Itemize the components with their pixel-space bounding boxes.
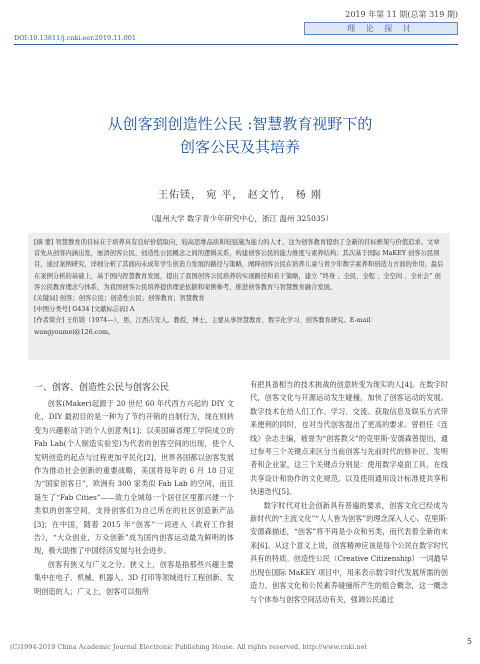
page-number: 5 — [466, 637, 472, 646]
body-column-right — [250, 378, 448, 606]
paragraph: 有把具备相当的技术挑战的创意转变为现实的人[4]。在数字时代，创客文化与开源运动发生碰撞，加快了创客运动的发展。数字技术在给人们工作、学习、交流、获取信息及娱乐方式带来便利的同时，也对当代创客提出了更高的要求。曾担任《连线》杂志主编，被誉为“创客教父”的克里斯·安德森曾提出，通过参考三个关键点来区分当前创客与先前时代的修补匠、发明者和企业家，这三个关键点分别是：使用数字桌面工具，在线共享设计和协作的文化规范，以及使用通用设计标准使共享和快速迭代[5]。 — [250, 380, 448, 497]
keywords: [关键词] 创客；创客公民；创造性公民；创客教育；智慧教育 — [34, 295, 205, 303]
abstract-text: [摘 要] 智慧教育的目标在于培养具有良好价值取向、较高思维品质和较强施为能力的人才，这为创客教育提供了全新的目标框架与价值追求。文章首先从创客内涵出发，厘清创客公民、创造性公民概念之间的逻辑关系，构建创客公民的能力维度与素养结构；其次基于国际 MaKEY 创客公民项目，通过案例研究，详细分析了其面向未成年学生创造力发展的路径与策略，阐释创客公民在培养儿童与青少年数字素养和创造力方面的作用；最后在案例分析的基础上，基于国内智慧教育发展，提出了我国创客公民培养的实现路径和若干策略，建立 “终身 、全民、全程 、全空间 、全社会” 创客公民教育理念与体系，为我国创客公民培养提供理论依据和案例参考，推进创客教育与智慧教育融合发展。 — [34, 239, 444, 291]
body-column-left — [34, 397, 234, 598]
column-label: 理 论 探 讨 — [304, 22, 458, 35]
paragraph: 创客(Maker)起源于 20 世纪 60 年代西方兴起的 DIY 文化，DIY 最初目的是一种为了节约开销的自制行为，现在则转变为兴趣驱动下的个人创意秀[1]；以美国麻省理工学院成立的 Fab Lab(个人制造实验室)为代表的创客空间的出现，使个人发明创造的起点与过程更加平民化[2]。世界各国都以创客发展作为推动社会创新的重要战略，美国将每年的 6 月 18 日定为“国家创客日”，欧洲有 300 家类似 Fab Lab 的空间，而且诞生了“Fab Cities”——致力全城每一个居住区里都兴建一个类似的创客空间，支持创客们为自己所在的社区创造新产品[3]；在中国，随着 2015 年“创客”一词进入《政府工作报告》，“大众创业，万众创新”成为国内创客运动最为鲜明的体现，极大助推了中国经济发展与社会进步。 — [34, 399, 234, 556]
abstract-box — [28, 233, 450, 360]
issue-number: 2019 年第 11 期(总第 319 期) — [345, 10, 458, 19]
classification: [中图分类号] G434 [文献标志码] A — [34, 306, 135, 314]
author-list: 王佑镁， 宛 平， 赵文竹， 杨 刚 — [158, 190, 322, 201]
paragraph: 数字时代对社会创新具有普遍的要求，创客文化已经成为新时代的“主流文化”“人人皆为创客”的理念深入人心。克里斯·安德森描述，“创客”将不再是小众和另类，而代表着全新的未来[6]。从这个意义上说，创客精神应该是每个公民在数字时代具有的特质。创造性公民（Creative Citizenship）一词最早出现在国际 MaKEY 项目中，用来表示数字时代发展所需的创造力、创客文化和公民素养碰撞所产生的组合概念，这一概念与个体参与创客空间活动有关，强调公民通过 — [250, 500, 448, 604]
header-rule — [14, 44, 458, 45]
author-bio: [作者简介] 王佑镁（1974—），男，江西吉安人。教授，博士，主要从事智慧教育、数字化学习、创客教育研究。E-mail：wangyoumei@126.com。 — [34, 317, 377, 336]
copyright-footer: (C)1994-2019 China Academic Journal Electronic Publishing House. All rights reserved. http://www.cnki.net — [10, 643, 368, 651]
paragraph: 创客有狭义与广义之分。狭义上，创客是指那些兴趣主要集中在电子、机械、机器人、3D 打印等领域进行工程创新、发明创造的人；广义上，创客可以指所 — [34, 559, 234, 596]
affiliation: （温州大学 数字青少年研究中心，浙江 温州 325035） — [147, 214, 333, 223]
article-title-line-2: 创客公民及其培养 — [179, 138, 300, 156]
article-title-line-1: 从创客到创造性公民 :智慧教育视野下的 — [107, 115, 373, 133]
doi-link[interactable]: DOI:10.13811/j.cnki.eer.2019.11.001 — [14, 34, 136, 42]
section-heading: 一、创客、创造性公民与创客公民 — [34, 383, 170, 393]
